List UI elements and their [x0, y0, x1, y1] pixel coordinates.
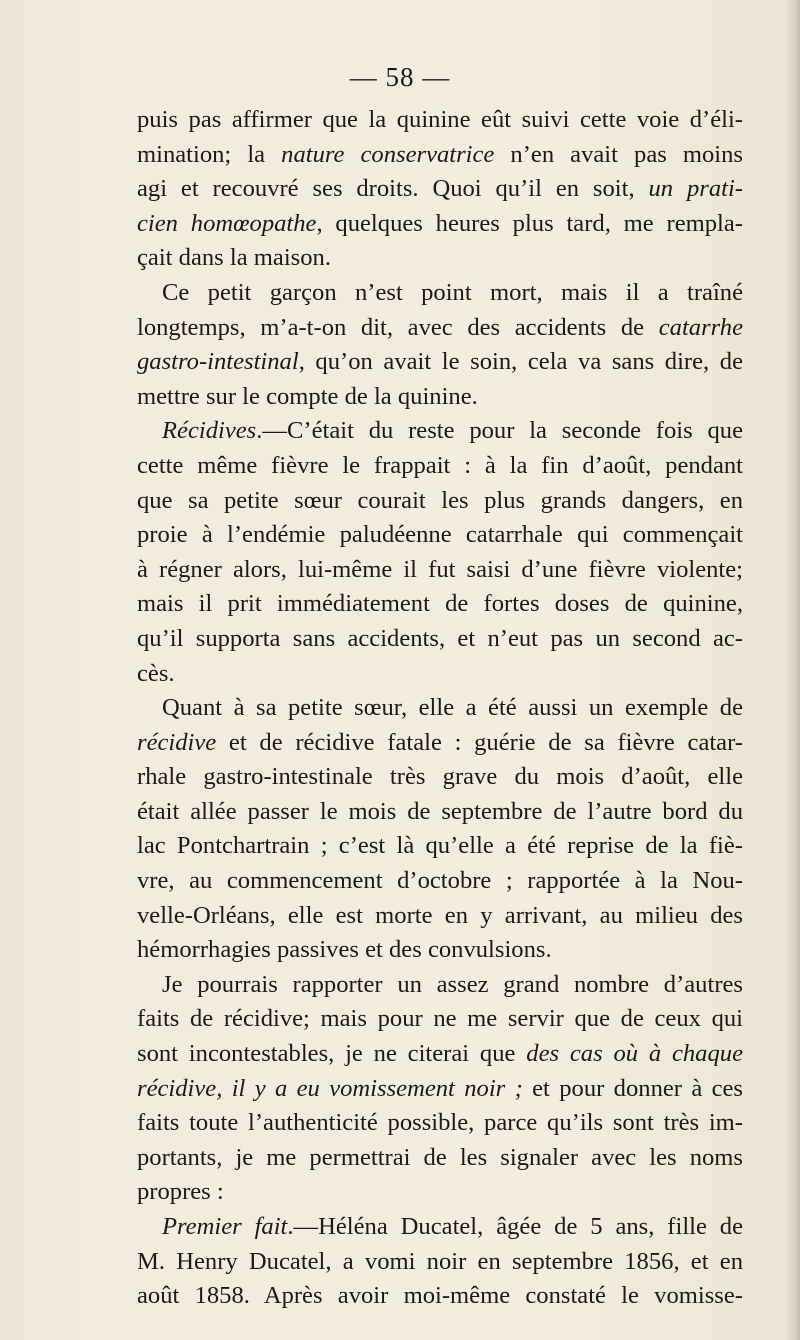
italic-text: récidive	[137, 728, 217, 756]
italic-text: cien homœopathe	[137, 209, 317, 237]
text-line	[137, 1245, 743, 1280]
text-line	[137, 1279, 743, 1314]
text-line	[137, 241, 743, 276]
text-segment: Ce petit garçon n’est point mort, mais il a traîné	[162, 278, 743, 306]
text-line	[137, 1002, 743, 1037]
text-segment: faits toute l’authenticité possible, parce qu’ils sont très im-	[137, 1109, 743, 1137]
text-line	[137, 968, 743, 1003]
text-line	[137, 1141, 743, 1176]
italic-text: Premier fait	[162, 1213, 288, 1240]
text-segment: mettre sur le compte de la quinine.	[137, 382, 478, 410]
text-segment: , quelques heures plus tard, me rempla-	[316, 209, 743, 237]
page-edge-shadow	[786, 0, 800, 1340]
text-line	[137, 1037, 743, 1072]
text-segment: et de récidive fatale : guérie de sa fièvre catar-	[216, 728, 743, 756]
text-line	[137, 726, 743, 761]
text-segment: , qu’on avait le soin, cela va sans dire, de	[298, 348, 743, 376]
text-segment: Je pourrais rapporter un assez grand nombre d’autres	[162, 970, 743, 998]
text-segment: longtemps, m’a-t-on dit, avec des accidents de	[137, 313, 659, 341]
italic-text: des cas où à chaque	[526, 1040, 743, 1068]
text-segment: puis pas affirmer que la quinine eût suivi cette voie d’éli-	[137, 106, 743, 133]
text-segment: cette même fièvre le frappait : à la fin d’août, pendant	[137, 451, 743, 479]
text-segment: était allée passer le mois de septembre de l’autre bord du	[137, 797, 743, 825]
text-line	[137, 933, 743, 968]
text-line	[137, 172, 743, 207]
text-segment: qu’il supporta sans accidents, et n’eut pas un second ac-	[137, 624, 743, 652]
text-segment: et pour donner à ces	[522, 1074, 743, 1102]
italic-text: nature conservatrice	[281, 140, 495, 168]
italic-text: catarrhe	[658, 313, 743, 341]
text-segment: à régner alors, lui-même il fut saisi d’une fièvre violente;	[137, 555, 743, 583]
text-line	[137, 484, 743, 519]
text-line	[137, 864, 743, 899]
body-text	[137, 103, 743, 1314]
text-line	[137, 414, 743, 449]
text-line	[137, 1210, 743, 1245]
text-line	[137, 1175, 743, 1210]
text-line	[137, 138, 743, 173]
text-line	[137, 103, 743, 138]
text-segment: .—Héléna Ducatel, âgée de 5 ans, fille de	[287, 1213, 744, 1240]
text-line	[137, 829, 743, 864]
text-segment: proie à l’endémie paludéenne catarrhale qui commençait	[137, 521, 743, 549]
italic-text: un prati-	[648, 175, 743, 203]
text-segment: mais il prit immédiatement de fortes doses de quinine,	[137, 590, 743, 618]
text-line	[137, 553, 743, 588]
text-line	[137, 276, 743, 311]
text-line	[137, 899, 743, 934]
text-line	[137, 795, 743, 830]
text-segment: cès.	[137, 659, 175, 687]
text-segment: vre, au commencement d’octobre ; rapportée à la Nou-	[137, 867, 743, 895]
text-segment: mination; la	[137, 140, 282, 168]
text-line	[137, 380, 743, 415]
text-line	[137, 760, 743, 795]
text-segment: Quant à sa petite sœur, elle a été aussi un exemple de	[162, 694, 743, 722]
italic-text: gastro-intestinal	[137, 348, 299, 376]
text-segment: sont incontestables, je ne citerai que	[137, 1040, 527, 1068]
text-segment: propres :	[137, 1178, 224, 1206]
text-segment: août 1858. Après avoir moi-même constaté le vomisse-	[137, 1282, 743, 1310]
text-line	[137, 1106, 743, 1141]
text-line	[137, 311, 743, 346]
text-segment: rhale gastro-intestinale très grave du mois d’août, elle	[137, 763, 743, 791]
text-line	[137, 518, 743, 553]
text-segment: .—C’était du reste pour la seconde fois que	[256, 417, 743, 445]
text-line	[137, 587, 743, 622]
text-line	[137, 207, 743, 242]
text-segment: agi et recouvré ses droits. Quoi qu’il en soit,	[137, 175, 649, 203]
page-number: — 58 —	[349, 62, 451, 92]
text-segment: M. Henry Ducatel, a vomi noir en septembre 1856, et en	[137, 1247, 743, 1275]
text-line	[137, 691, 743, 726]
text-segment: portants, je me permettrai de les signaler avec les noms	[137, 1143, 743, 1171]
italic-text: récidive, il y a eu vomissement noir ;	[137, 1074, 523, 1102]
text-segment: que sa petite sœur courait les plus grands dangers, en	[137, 486, 743, 514]
text-line	[137, 449, 743, 484]
italic-text: Récidives	[162, 417, 257, 445]
text-line	[137, 1072, 743, 1107]
text-segment: hémorrhagies passives et des convulsions.	[137, 936, 552, 964]
text-segment: velle-Orléans, elle est morte en y arrivant, au milieu des	[137, 901, 743, 929]
text-segment: lac Pontchartrain ; c’est là qu’elle a été reprise de la fiè-	[137, 832, 743, 860]
text-segment: faits de récidive; mais pour ne me servir que de ceux qui	[137, 1005, 743, 1033]
text-line	[137, 657, 743, 692]
text-line	[137, 345, 743, 380]
text-segment: n’en avait pas moins	[494, 140, 744, 168]
text-segment: çait dans la maison.	[137, 244, 331, 272]
text-line	[137, 622, 743, 657]
